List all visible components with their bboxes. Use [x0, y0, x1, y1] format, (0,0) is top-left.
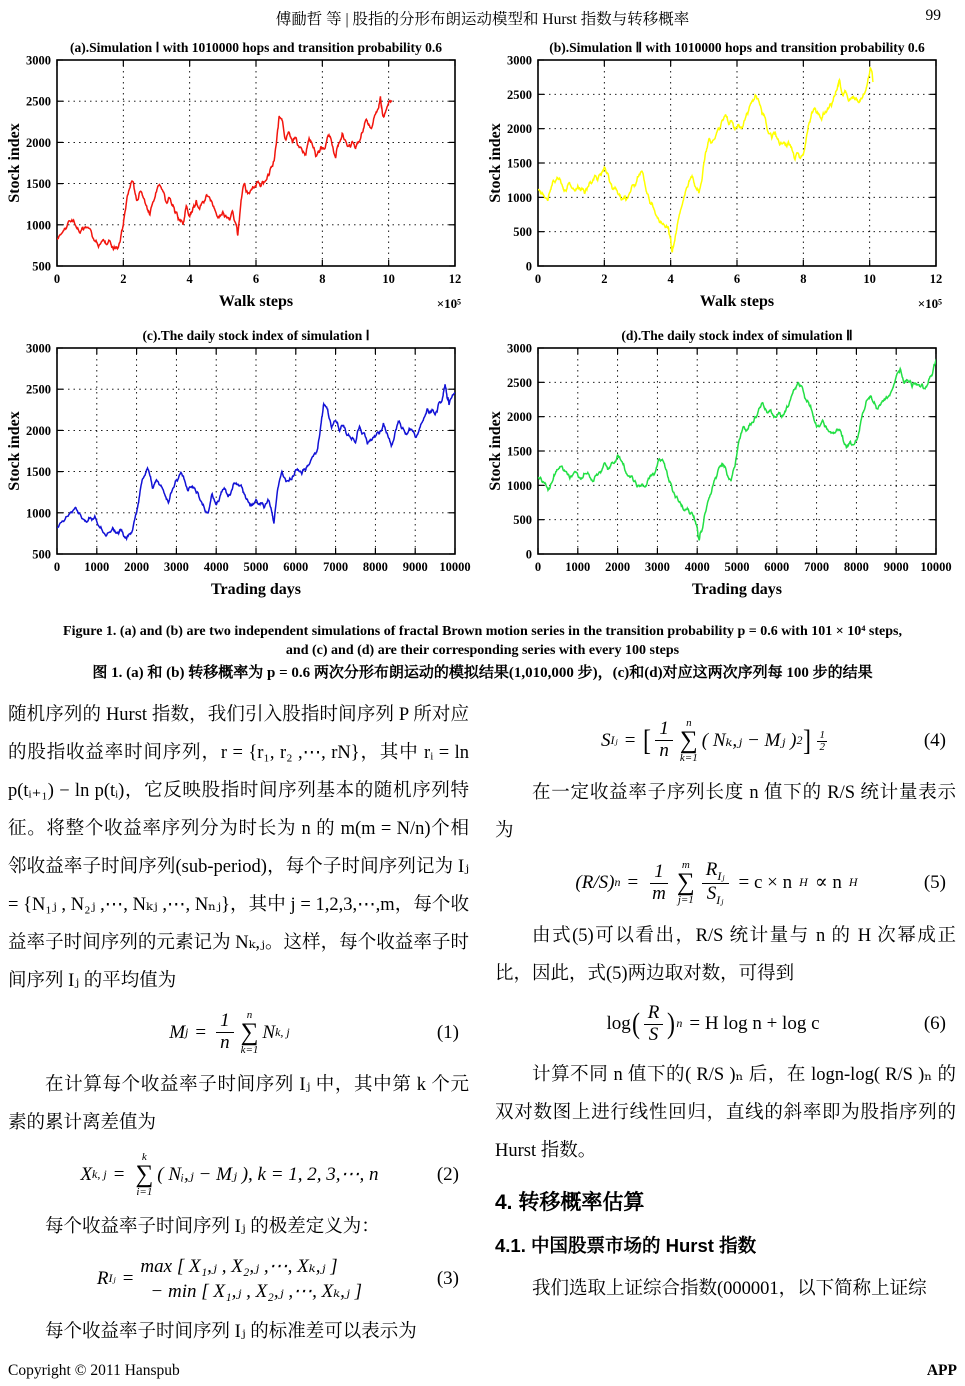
equation-3: R Iⱼ = max [ X₁,ⱼ , X₂,ⱼ ,⋯, Xₖ,ⱼ ] − min [ X₁,ⱼ , X₂,ⱼ ,⋯, Xₖ,ⱼ ] (3) — [96, 1255, 459, 1303]
plot-border — [57, 60, 455, 266]
page-header — [0, 7, 965, 29]
y-tick-label: 3000 — [507, 53, 532, 68]
y-tick-label: 2500 — [26, 382, 51, 397]
x-tick-label: 10 — [863, 272, 876, 286]
x-tick-label: 2 — [120, 272, 127, 286]
y-axis-label: Stock index — [6, 411, 23, 491]
x-tick-label: 5000 — [724, 560, 750, 574]
x-tick-label: 2000 — [124, 560, 150, 574]
plot-border — [57, 348, 455, 554]
equation-number: (4) — [923, 729, 946, 751]
exponent-fraction: $\frac{1}{2}$ — [819, 728, 825, 754]
summation: n ∑ k=1 — [240, 1009, 259, 1056]
y-tick-label: 0 — [525, 259, 532, 274]
x-tick-label: 0 — [53, 560, 61, 574]
x-tick-label: 4 — [186, 272, 193, 286]
chart-panel-b — [486, 40, 952, 318]
x-tick-label: 6 — [252, 272, 260, 286]
y-tick-label: 1000 — [26, 218, 51, 233]
paragraph: 我们选取上证综合指数(000001，以下简称上证综 — [532, 1278, 927, 1299]
series-line — [57, 96, 392, 249]
y-tick-label: 1000 — [507, 190, 532, 205]
y-axis-label: Stock index — [487, 123, 504, 203]
x-tick-label: 12 — [929, 272, 943, 286]
paragraph: 每个收益率子时间序列 Iⱼ 的极差定义为： — [45, 1216, 380, 1237]
x-tick-label: 8000 — [362, 560, 388, 574]
summation: k ∑ i=1 — [135, 1150, 154, 1198]
x-tick-label: 3000 — [644, 560, 670, 574]
x-tick-label: 8 — [319, 272, 326, 286]
chart-panel-c — [5, 328, 471, 606]
x-tick-label: 1000 — [565, 560, 591, 574]
y-tick-label: 3000 — [26, 341, 51, 356]
x-tick-label: 5000 — [243, 560, 269, 574]
body-columns — [8, 696, 957, 1351]
y-tick-label: 2500 — [26, 94, 51, 109]
chart-title: (a).Simulation Ⅰ with 1010000 hops and transition probability 0.6 — [69, 40, 443, 55]
figure-caption-en-line2: and (c) and (d) are their corresponding series with every 100 steps — [285, 643, 680, 658]
x-tick-label: 3000 — [163, 560, 189, 574]
x-tick-label: 10000 — [439, 560, 471, 574]
y-tick-label: 500 — [32, 259, 51, 274]
right-column — [495, 696, 956, 1351]
x-tick-label: 7000 — [323, 560, 349, 574]
equation-number: (1) — [436, 1021, 459, 1043]
journal-abbrev: APP — [926, 1362, 957, 1379]
paragraph: 每个收益率子时间序列 Iⱼ 的标准差可以表示为 — [45, 1322, 417, 1343]
x-tick-label: 12 — [448, 272, 462, 286]
x-tick-label: 4000 — [203, 560, 229, 574]
y-tick-label: 2000 — [507, 410, 532, 425]
fraction: $\frac{R}{S}$ — [644, 1003, 664, 1046]
summation: n ∑ k=1 — [679, 717, 698, 764]
y-tick-label: 1500 — [507, 156, 532, 171]
x-tick-label: 8000 — [843, 560, 869, 574]
y-tick-label: 2000 — [26, 423, 51, 438]
equation-1: M j = $\frac{1}{n}$ n ∑ k=1 N k, j (1) — [169, 1009, 459, 1056]
x-tick-label: 7000 — [804, 560, 830, 574]
x-axis-label: Walk steps — [699, 293, 775, 310]
x-tick-label: 2 — [601, 272, 608, 286]
y-tick-label: 2500 — [507, 87, 532, 102]
figure-caption — [0, 622, 965, 684]
equation-5: (R/S) n = $\frac{1}{m}$ m ∑ j=1 $\frac{R_{Iⱼ}}{S_{Iⱼ}}$ = c × n H ∝ n H (5) — [575, 858, 946, 907]
y-tick-label: 500 — [32, 547, 51, 562]
equation-number: (3) — [436, 1268, 459, 1290]
x-tick-label: 6 — [733, 272, 741, 286]
y-axis-label: Stock index — [6, 123, 23, 203]
x-tick-label: 4000 — [684, 560, 710, 574]
paragraph: 计算不同 n 值下的( R/S )ₙ 后，在 logn-log( R/S )ₙ 的双对数图上进行线性回归，直线的斜率即为股指序列的 Hurst 指数。 — [495, 1064, 956, 1161]
y-tick-label: 1500 — [26, 177, 51, 192]
x-tick-label: 8 — [800, 272, 807, 286]
x-tick-label: 9000 — [883, 560, 909, 574]
y-tick-label: 1000 — [507, 478, 532, 493]
section-heading-4: 4. 转移概率估算 — [495, 1190, 645, 1214]
figure-caption-en-line1: Figure 1. (a) and (b) are two independent simulations of fractal Brown motion series in the transition probability p = 0.6 with 101 × 10⁴ steps, — [63, 624, 902, 639]
y-tick-label: 500 — [513, 513, 532, 528]
equation-2: X k, j = k ∑ i=1 ( Nᵢ,ⱼ − Mⱼ ) , k = 1, 2, 3,⋯, n (2) — [80, 1150, 459, 1198]
running-title: 傅勔哲 等 | 股指的分形布朗运动模型和 Hurst 指数与转移概率 — [275, 11, 690, 28]
fraction: $\frac{1}{n}$ — [216, 1011, 234, 1054]
x-axis-label: Walk steps — [218, 293, 294, 310]
y-tick-label: 1500 — [26, 465, 51, 480]
figure-1-charts — [5, 40, 960, 606]
left-column — [8, 696, 469, 1351]
x-tick-label: 0 — [53, 272, 61, 286]
chart-title: (d).The daily stock index of simulation Ⅱ — [621, 328, 853, 343]
equation-6: log ( $\frac{R}{S}$ ) n = H log n + log c (6) — [606, 1001, 946, 1045]
series-line — [57, 384, 459, 539]
chart-title: (c).The daily stock index of simulation Ⅰ — [142, 328, 370, 343]
y-tick-label: 3000 — [507, 341, 532, 356]
series-line — [538, 355, 940, 540]
chart-panel-d — [486, 328, 952, 606]
fraction: $\frac{1}{m}$ — [652, 860, 666, 904]
x-axis-exponent: ×10⁵ — [436, 296, 461, 311]
paragraph: 在一定收益率子序列长度 n 值下的 R/S 统计量表示为 — [495, 782, 956, 841]
x-tick-label: 1000 — [84, 560, 110, 574]
y-tick-label: 2000 — [507, 122, 532, 137]
equation-number: (2) — [436, 1163, 459, 1185]
x-axis-label: Trading days — [692, 581, 782, 598]
x-axis-exponent: ×10⁵ — [917, 296, 942, 311]
chart-title: (b).Simulation Ⅱ with 1010000 hops and transition probability 0.6 — [549, 40, 925, 55]
equation-number: (5) — [923, 872, 946, 894]
y-tick-label: 3000 — [26, 53, 51, 68]
y-tick-label: 500 — [513, 225, 532, 240]
y-tick-label: 2000 — [26, 135, 51, 150]
figure-caption-cn: 图 1. (a) 和 (b) 转移概率为 p = 0.6 两次分形布朗运动的模拟结果(1,010,000 步)，(c)和(d)对应这两次序列每 100 步的结果 — [92, 665, 873, 681]
section-heading-4-1: 4.1. 中国股票市场的 Hurst 指数 — [495, 1234, 757, 1256]
y-tick-label: 0 — [525, 547, 532, 562]
paragraph: 随机序列的 Hurst 指数，我们引入股指时间序列 P 所对应的股指收益率时间序列，r = {r₁, r₂ ,⋯, rN}，其中 rᵢ = ln p(tᵢ₊₁) − ln p(tᵢ)，它反映股指时间序列基本的随机序列特征。将整个收益率序列分为时长为 n 的 m(m = N/n)个相邻收益率子时间序列(sub-period)，每个子时间序列记为 Iⱼ = {N₁ⱼ , N₂ⱼ ,⋯, Nₖⱼ ,⋯, Nₙⱼ}，其中 j = 1,2,3,⋯,m，每个收益率子时间序列的元素记为 Nₖ,ⱼ。这样，每个收益率子时间序列 Iⱼ 的平均值为 — [8, 705, 469, 991]
x-tick-label: 9000 — [402, 560, 428, 574]
equation-4: S Iⱼ = [ $\frac{1}{n}$ n ∑ k=1 ( Nₖ,ⱼ − Mⱼ ) 2 ] $\frac{1}{2}$ (4) — [601, 717, 946, 764]
x-axis-label: Trading days — [211, 581, 301, 598]
fraction: $\frac{1}{n}$ — [655, 719, 673, 762]
y-tick-label: 1500 — [507, 444, 532, 459]
equation-number: (6) — [923, 1013, 946, 1035]
chart-panel-a — [5, 40, 471, 318]
y-tick-label: 1000 — [26, 506, 51, 521]
fraction: $\frac{R_{Iⱼ}}{S_{Iⱼ}}$ — [702, 860, 729, 907]
y-tick-label: 2500 — [507, 375, 532, 390]
max-min-stack: max [ X₁,ⱼ , X₂,ⱼ ,⋯, Xₖ,ⱼ ] − min [ X₁,ⱼ , X₂,ⱼ ,⋯, Xₖ,ⱼ ] — [140, 1255, 363, 1303]
summation: m ∑ j=1 — [676, 859, 695, 907]
y-axis-label: Stock index — [487, 411, 504, 491]
x-tick-label: 6000 — [283, 560, 309, 574]
x-tick-label: 10 — [382, 272, 395, 286]
page-number: 99 — [925, 7, 941, 24]
x-tick-label: 4 — [667, 272, 674, 286]
x-tick-label: 0 — [534, 560, 542, 574]
paragraph: 在计算每个收益率子时间序列 Iⱼ 中，其中第 k 个元素的累计离差值为 — [8, 1074, 469, 1133]
page-footer — [8, 1362, 957, 1380]
x-tick-label: 0 — [534, 272, 542, 286]
x-tick-label: 2000 — [605, 560, 631, 574]
x-tick-label: 6000 — [764, 560, 790, 574]
copyright-text: Copyright © 2011 Hanspub — [8, 1362, 180, 1379]
series-line — [538, 68, 873, 252]
x-tick-label: 10000 — [920, 560, 952, 574]
paragraph: 由式(5)可以看出，R/S 统计量与 n 的 H 次幂成正比，因此，式(5)两边取对数，可得到 — [495, 925, 956, 984]
